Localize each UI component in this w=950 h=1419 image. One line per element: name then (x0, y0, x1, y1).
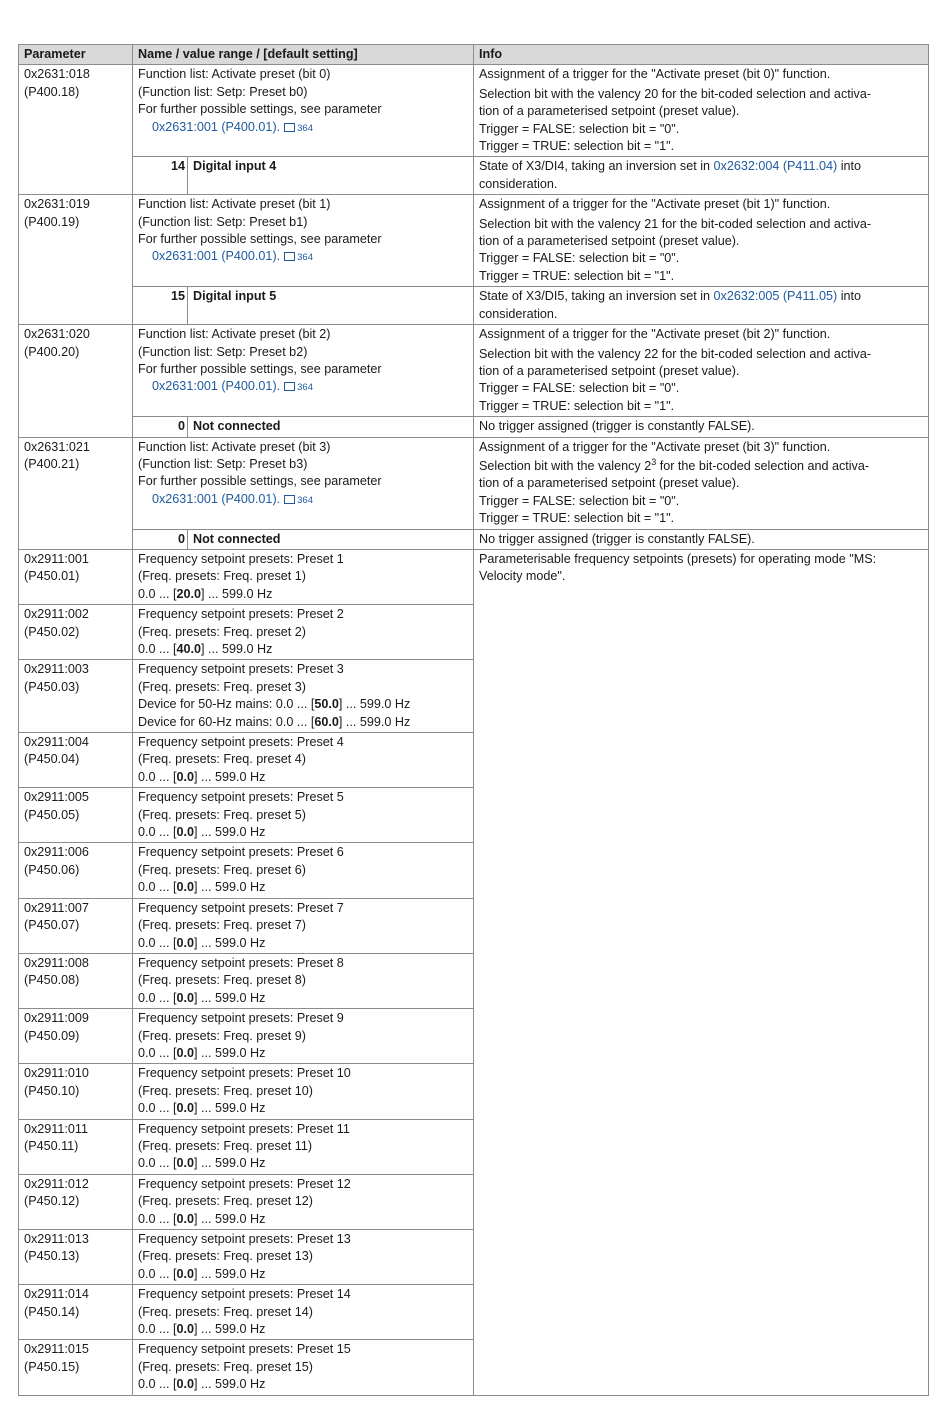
parameter-short-name: (Freq. presets: Freq. preset 7) (138, 918, 306, 933)
see-parameter-link[interactable]: 0x2631:001 (P400.01). (152, 379, 281, 394)
info-text: tion of a parameterised setpoint (preset value). (479, 234, 740, 249)
trigger-false-text: Trigger = FALSE: selection bit = "0". (479, 121, 680, 136)
parameter-code-cell (19, 733, 133, 788)
parameter-code: 0x2911:012 (24, 1176, 89, 1191)
parameter-short-name: (Freq. presets: Freq. preset 10) (138, 1083, 313, 1098)
default-value: 0.0 (176, 935, 195, 950)
info-text: for the bit-coded selection and activa- (656, 458, 870, 473)
parameter-name: Function list: Activate preset (bit 2) (138, 327, 331, 342)
default-value: 0.0 (176, 990, 195, 1005)
info-text: Selection bit with the valency 20 for the bit-coded selection and activa- (479, 86, 872, 101)
parameter-short-name: (Function list: Setp: Preset b3) (138, 456, 308, 471)
parameter-code: 0x2911:013 (24, 1232, 89, 1246)
trigger-false-text: Trigger = FALSE: selection bit = "0". (479, 493, 680, 508)
range-max: ] ... 599.0 Hz (194, 990, 266, 1005)
setting-name: Digital input 5 (188, 287, 474, 325)
parameter-code: 0x2631:019 (24, 197, 90, 212)
parameter-name: Frequency setpoint presets: Preset 3 (138, 662, 344, 677)
parameter-code: 0x2911:007 (24, 900, 89, 915)
parameter-name-cell (133, 843, 474, 898)
parameter-name-cell (133, 605, 474, 660)
parameter-code-cell (19, 953, 133, 1008)
parameter-code: 0x2631:021 (24, 439, 90, 454)
range-min: 0.0 ... [ (138, 1156, 177, 1171)
parameter-code: 0x2911:004 (24, 735, 89, 750)
info-text: Assignment of a trigger for the "Activate preset (bit 1)" function. (479, 197, 831, 212)
parameter-code-cell (19, 549, 133, 604)
range-min: 0.0 ... [ (138, 1322, 177, 1337)
parameter-pcode: (P450.14) (24, 1304, 80, 1319)
default-value-50hz: 50.0 (314, 697, 339, 712)
book-page-icon[interactable]: 364 (284, 252, 313, 263)
see-parameter-link[interactable]: 0x2631:001 (P400.01). (152, 119, 281, 134)
default-value: 0.0 (176, 825, 195, 840)
setting-info-cell (474, 157, 929, 195)
parameter-code-cell (19, 325, 133, 437)
info-text: tion of a parameterised setpoint (preset value). (479, 363, 740, 378)
default-value: 0.0 (176, 1266, 195, 1281)
info-text: Selection bit with the valency 22 for the bit-coded selection and activa- (479, 346, 872, 361)
parameter-short-name: (Freq. presets: Freq. preset 12) (138, 1194, 313, 1209)
parameter-code-cell (19, 1340, 133, 1395)
setting-info-suffix: into (837, 289, 862, 304)
parameter-short-name: (Freq. presets: Freq. preset 13) (138, 1249, 313, 1264)
parameter-code-cell (19, 1285, 133, 1340)
range-min: 0.0 ... [ (138, 1045, 177, 1060)
table-row (19, 549, 929, 604)
parameter-name: Frequency setpoint presets: Preset 1 (138, 551, 344, 566)
see-parameter-text: For further possible settings, see parameter (138, 102, 382, 117)
setting-value: 14 (133, 157, 188, 195)
range-min: 0.0 ... [ (138, 990, 177, 1005)
setting-name: Not connected (188, 529, 474, 549)
range-max: ] ... 599.0 Hz (194, 825, 266, 840)
range-max: ] ... 599.0 Hz (338, 714, 411, 729)
default-value: 0.0 (176, 1377, 195, 1392)
parameter-name: Frequency setpoint presets: Preset 10 (138, 1066, 351, 1081)
freq-info-cell (474, 549, 929, 1395)
parameter-short-name: (Freq. presets: Freq. preset 1) (138, 569, 306, 584)
parameter-pcode: (P400.18) (24, 84, 80, 99)
setting-info: consideration. (479, 176, 558, 191)
trigger-true-text: Trigger = TRUE: selection bit = "1". (479, 511, 675, 526)
parameter-code-cell (19, 437, 133, 549)
parameter-pcode: (P400.21) (24, 456, 80, 471)
table-row (19, 65, 929, 157)
parameter-code: 0x2911:003 (24, 662, 89, 677)
parameter-name-cell (133, 660, 474, 733)
parameter-code: 0x2911:005 (24, 790, 89, 805)
parameter-name-cell (133, 1064, 474, 1119)
info-text: Selection bit with the valency 21 for the bit-coded selection and activa- (479, 216, 872, 231)
parameter-code: 0x2911:015 (24, 1342, 89, 1357)
range-min: 0.0 ... [ (138, 935, 177, 950)
setting-info-suffix: into (837, 159, 862, 174)
range-max: ] ... 599.0 Hz (194, 1377, 266, 1392)
setting-info: No trigger assigned (trigger is constantly FALSE). (479, 419, 755, 434)
table-header-row (19, 45, 929, 65)
info-cell (474, 325, 929, 417)
range-min: 0.0 ... [ (138, 825, 177, 840)
default-value: 0.0 (176, 1211, 195, 1226)
parameter-pcode: (P450.09) (24, 1028, 80, 1043)
range-max: ] ... 599.0 Hz (194, 1211, 266, 1226)
parameter-name-cell (133, 1174, 474, 1229)
parameter-code: 0x2911:001 (24, 551, 89, 566)
info-cell (474, 195, 929, 287)
parameter-pcode: (P400.19) (24, 214, 80, 229)
parameter-short-name: (Freq. presets: Freq. preset 4) (138, 752, 306, 767)
parameter-name-cell (133, 1009, 474, 1064)
parameter-short-name: (Freq. presets: Freq. preset 8) (138, 973, 306, 988)
parameter-name: Frequency setpoint presets: Preset 7 (138, 900, 344, 915)
parameter-name-cell (133, 1340, 474, 1395)
setting-info-cell (474, 287, 929, 325)
range-max: ] ... 599.0 Hz (194, 1266, 266, 1281)
parameter-name: Frequency setpoint presets: Preset 12 (138, 1176, 351, 1191)
parameter-name-cell (133, 195, 474, 287)
book-page-icon[interactable]: 364 (284, 123, 313, 134)
see-parameter-link[interactable]: 0x2631:001 (P400.01). (152, 249, 281, 264)
inversion-parameter-link[interactable]: 0x2632:005 (P411.05) (713, 289, 838, 304)
range-min: 0.0 ... [ (138, 1211, 177, 1226)
range-max: ] ... 599.0 Hz (194, 1156, 266, 1171)
setting-value: 0 (133, 529, 188, 549)
parameter-code-cell (19, 65, 133, 195)
table-subrow (19, 287, 929, 325)
setting-info-cell (474, 417, 929, 437)
range-max: ] ... 599.0 Hz (201, 586, 273, 601)
parameter-name: Frequency setpoint presets: Preset 2 (138, 607, 344, 622)
setting-info: State of X3/DI4, taking an inversion set in (479, 159, 714, 174)
parameter-pcode: (P450.13) (24, 1249, 80, 1264)
parameter-short-name: (Function list: Setp: Preset b0) (138, 84, 308, 99)
setting-info-cell (474, 529, 929, 549)
setting-name: Digital input 4 (188, 157, 474, 195)
default-value: 0.0 (176, 1045, 195, 1060)
see-parameter-text: For further possible settings, see parameter (138, 361, 382, 376)
trigger-false-text: Trigger = FALSE: selection bit = "0". (479, 381, 680, 396)
parameter-pcode: (P450.05) (24, 807, 80, 822)
parameter-pcode: (P450.06) (24, 862, 80, 877)
default-value: 0.0 (176, 769, 195, 784)
parameter-code: 0x2911:006 (24, 845, 89, 860)
default-value-60hz: 60.0 (314, 714, 339, 729)
parameter-short-name: (Function list: Setp: Preset b2) (138, 344, 308, 359)
parameter-pcode: (P450.04) (24, 752, 80, 767)
trigger-true-text: Trigger = TRUE: selection bit = "1". (479, 398, 675, 413)
default-value: 0.0 (176, 880, 195, 895)
parameter-code: 0x2911:014 (24, 1287, 89, 1302)
range-max: ] ... 599.0 Hz (194, 935, 266, 950)
valency-exponent: 3 (651, 456, 657, 467)
parameter-pcode: (P450.01) (24, 569, 80, 584)
parameter-code: 0x2911:009 (24, 1011, 89, 1026)
parameter-pcode: (P450.15) (24, 1359, 80, 1374)
range-max: ] ... 599.0 Hz (338, 697, 411, 712)
parameter-short-name: (Function list: Setp: Preset b1) (138, 214, 308, 229)
parameter-code: 0x2911:011 (24, 1121, 88, 1136)
parameter-pcode: (P450.12) (24, 1194, 80, 1209)
parameter-code: 0x2631:018 (24, 67, 90, 82)
parameter-pcode: (P450.07) (24, 918, 80, 933)
range-max: ] ... 599.0 Hz (201, 642, 273, 656)
parameter-name: Function list: Activate preset (bit 3) (138, 439, 331, 454)
header-name: Name / value range / [default setting] (133, 45, 474, 65)
see-parameter-text: For further possible settings, see parameter (138, 474, 382, 489)
range-max: ] ... 599.0 Hz (194, 1101, 266, 1116)
range-min: 0.0 ... [ (138, 1377, 177, 1392)
parameter-pcode: (P400.20) (24, 344, 80, 359)
table-subrow (19, 417, 929, 437)
parameter-name-cell (133, 325, 474, 417)
parameter-code-cell (19, 898, 133, 953)
inversion-parameter-link[interactable]: 0x2632:004 (P411.04) (713, 159, 838, 174)
parameter-short-name: (Freq. presets: Freq. preset 14) (138, 1304, 313, 1319)
parameter-name: Frequency setpoint presets: Preset 6 (138, 845, 344, 860)
parameter-code: 0x2631:020 (24, 327, 90, 342)
parameter-pcode: (P450.10) (24, 1083, 80, 1098)
parameter-code-cell (19, 1064, 133, 1119)
default-value: 40.0 (176, 642, 202, 656)
setting-value: 15 (133, 287, 188, 325)
info-cell (474, 437, 929, 529)
parameter-table-page (18, 44, 928, 1396)
trigger-false-text: Trigger = FALSE: selection bit = "0". (479, 251, 680, 266)
parameter-name: Frequency setpoint presets: Preset 9 (138, 1011, 344, 1026)
default-value: 0.0 (176, 1156, 195, 1171)
range-60hz: Device for 60-Hz mains: 0.0 ... [ (138, 714, 315, 729)
parameter-name-cell (133, 549, 474, 604)
parameter-short-name: (Freq. presets: Freq. preset 6) (138, 862, 306, 877)
info-text: tion of a parameterised setpoint (preset value). (479, 104, 740, 119)
info-text: Assignment of a trigger for the "Activate preset (bit 3)" function. (479, 439, 831, 454)
info-text: Velocity mode". (479, 569, 566, 584)
parameter-code-cell (19, 1230, 133, 1285)
book-page-icon[interactable]: 364 (284, 495, 313, 506)
setting-info: No trigger assigned (trigger is constantly FALSE). (479, 531, 755, 546)
parameter-name-cell (133, 1119, 474, 1174)
range-max: ] ... 599.0 Hz (194, 769, 266, 784)
table-row (19, 437, 929, 529)
parameter-name-cell (133, 788, 474, 843)
range-min: 0.0 ... [ (138, 1266, 177, 1281)
parameter-short-name: (Freq. presets: Freq. preset 9) (138, 1028, 306, 1043)
info-text: Assignment of a trigger for the "Activate preset (bit 0)" function. (479, 67, 831, 82)
parameter-name-cell (133, 65, 474, 157)
parameter-code-cell (19, 660, 133, 733)
info-text: Assignment of a trigger for the "Activate preset (bit 2)" function. (479, 327, 831, 342)
setting-value: 0 (133, 417, 188, 437)
header-info: Info (474, 45, 929, 65)
setting-info: State of X3/DI5, taking an inversion set in (479, 289, 714, 304)
info-text: Parameterisable frequency setpoints (presets) for operating mode "MS: (479, 551, 877, 566)
parameter-code-cell (19, 605, 133, 660)
default-value: 20.0 (176, 586, 202, 601)
default-value: 0.0 (176, 1101, 195, 1116)
see-parameter-text: For further possible settings, see parameter (138, 232, 382, 247)
table-subrow (19, 529, 929, 549)
parameter-code-cell (19, 788, 133, 843)
parameter-short-name: (Freq. presets: Freq. preset 5) (138, 807, 306, 822)
table-subrow (19, 157, 929, 195)
info-cell (474, 65, 929, 157)
parameter-name-cell (133, 1230, 474, 1285)
range-min: 0.0 ... [ (138, 586, 177, 601)
parameter-code-cell (19, 1174, 133, 1229)
range-max: ] ... 599.0 Hz (194, 1322, 266, 1337)
parameter-name: Frequency setpoint presets: Preset 8 (138, 955, 344, 970)
parameter-code: 0x2911:010 (24, 1066, 89, 1081)
parameter-name: Frequency setpoint presets: Preset 4 (138, 735, 344, 750)
parameter-pcode: (P450.11) (24, 1138, 79, 1153)
range-min: 0.0 ... [ (138, 880, 177, 895)
range-max: ] ... 599.0 Hz (194, 1045, 266, 1060)
parameter-short-name: (Freq. presets: Freq. preset 15) (138, 1359, 313, 1374)
parameter-name: Frequency setpoint presets: Preset 11 (138, 1121, 350, 1136)
range-min: 0.0 ... [ (138, 769, 177, 784)
parameter-code: 0x2911:002 (24, 607, 89, 622)
parameter-short-name: (Freq. presets: Freq. preset 2) (138, 624, 306, 639)
range-min: 0.0 ... [ (138, 642, 177, 656)
parameter-name: Frequency setpoint presets: Preset 15 (138, 1342, 351, 1357)
parameter-name-cell (133, 437, 474, 529)
parameter-table (18, 44, 929, 1396)
parameter-short-name: (Freq. presets: Freq. preset 3) (138, 679, 306, 694)
setting-info: consideration. (479, 306, 558, 321)
header-parameter: Parameter (19, 45, 133, 65)
info-text: Selection bit with the valency 2 (479, 458, 652, 473)
parameter-name-cell (133, 1285, 474, 1340)
parameter-name: Function list: Activate preset (bit 1) (138, 197, 331, 212)
parameter-name: Frequency setpoint presets: Preset 14 (138, 1287, 351, 1302)
range-min: 0.0 ... [ (138, 1101, 177, 1116)
range-50hz: Device for 50-Hz mains: 0.0 ... [ (138, 697, 315, 712)
setting-name: Not connected (188, 417, 474, 437)
trigger-true-text: Trigger = TRUE: selection bit = "1". (479, 139, 675, 154)
parameter-name: Function list: Activate preset (bit 0) (138, 67, 331, 82)
see-parameter-link[interactable]: 0x2631:001 (P400.01). (152, 491, 281, 506)
parameter-pcode: (P450.02) (24, 624, 80, 639)
book-page-icon[interactable]: 364 (284, 382, 313, 393)
default-value: 0.0 (176, 1322, 195, 1337)
parameter-pcode: (P450.03) (24, 679, 80, 694)
table-row (19, 325, 929, 417)
parameter-code-cell (19, 843, 133, 898)
parameter-code-cell (19, 195, 133, 325)
info-text: tion of a parameterised setpoint (preset value). (479, 476, 740, 491)
parameter-pcode: (P450.08) (24, 973, 80, 988)
parameter-name: Frequency setpoint presets: Preset 5 (138, 790, 344, 805)
parameter-code: 0x2911:008 (24, 955, 89, 970)
parameter-name-cell (133, 733, 474, 788)
range-max: ] ... 599.0 Hz (194, 880, 266, 895)
parameter-name-cell (133, 898, 474, 953)
parameter-code-cell (19, 1119, 133, 1174)
parameter-name-cell (133, 953, 474, 1008)
parameter-name: Frequency setpoint presets: Preset 13 (138, 1232, 351, 1246)
table-row (19, 195, 929, 287)
parameter-code-cell (19, 1009, 133, 1064)
trigger-true-text: Trigger = TRUE: selection bit = "1". (479, 268, 675, 283)
parameter-short-name: (Freq. presets: Freq. preset 11) (138, 1138, 313, 1153)
